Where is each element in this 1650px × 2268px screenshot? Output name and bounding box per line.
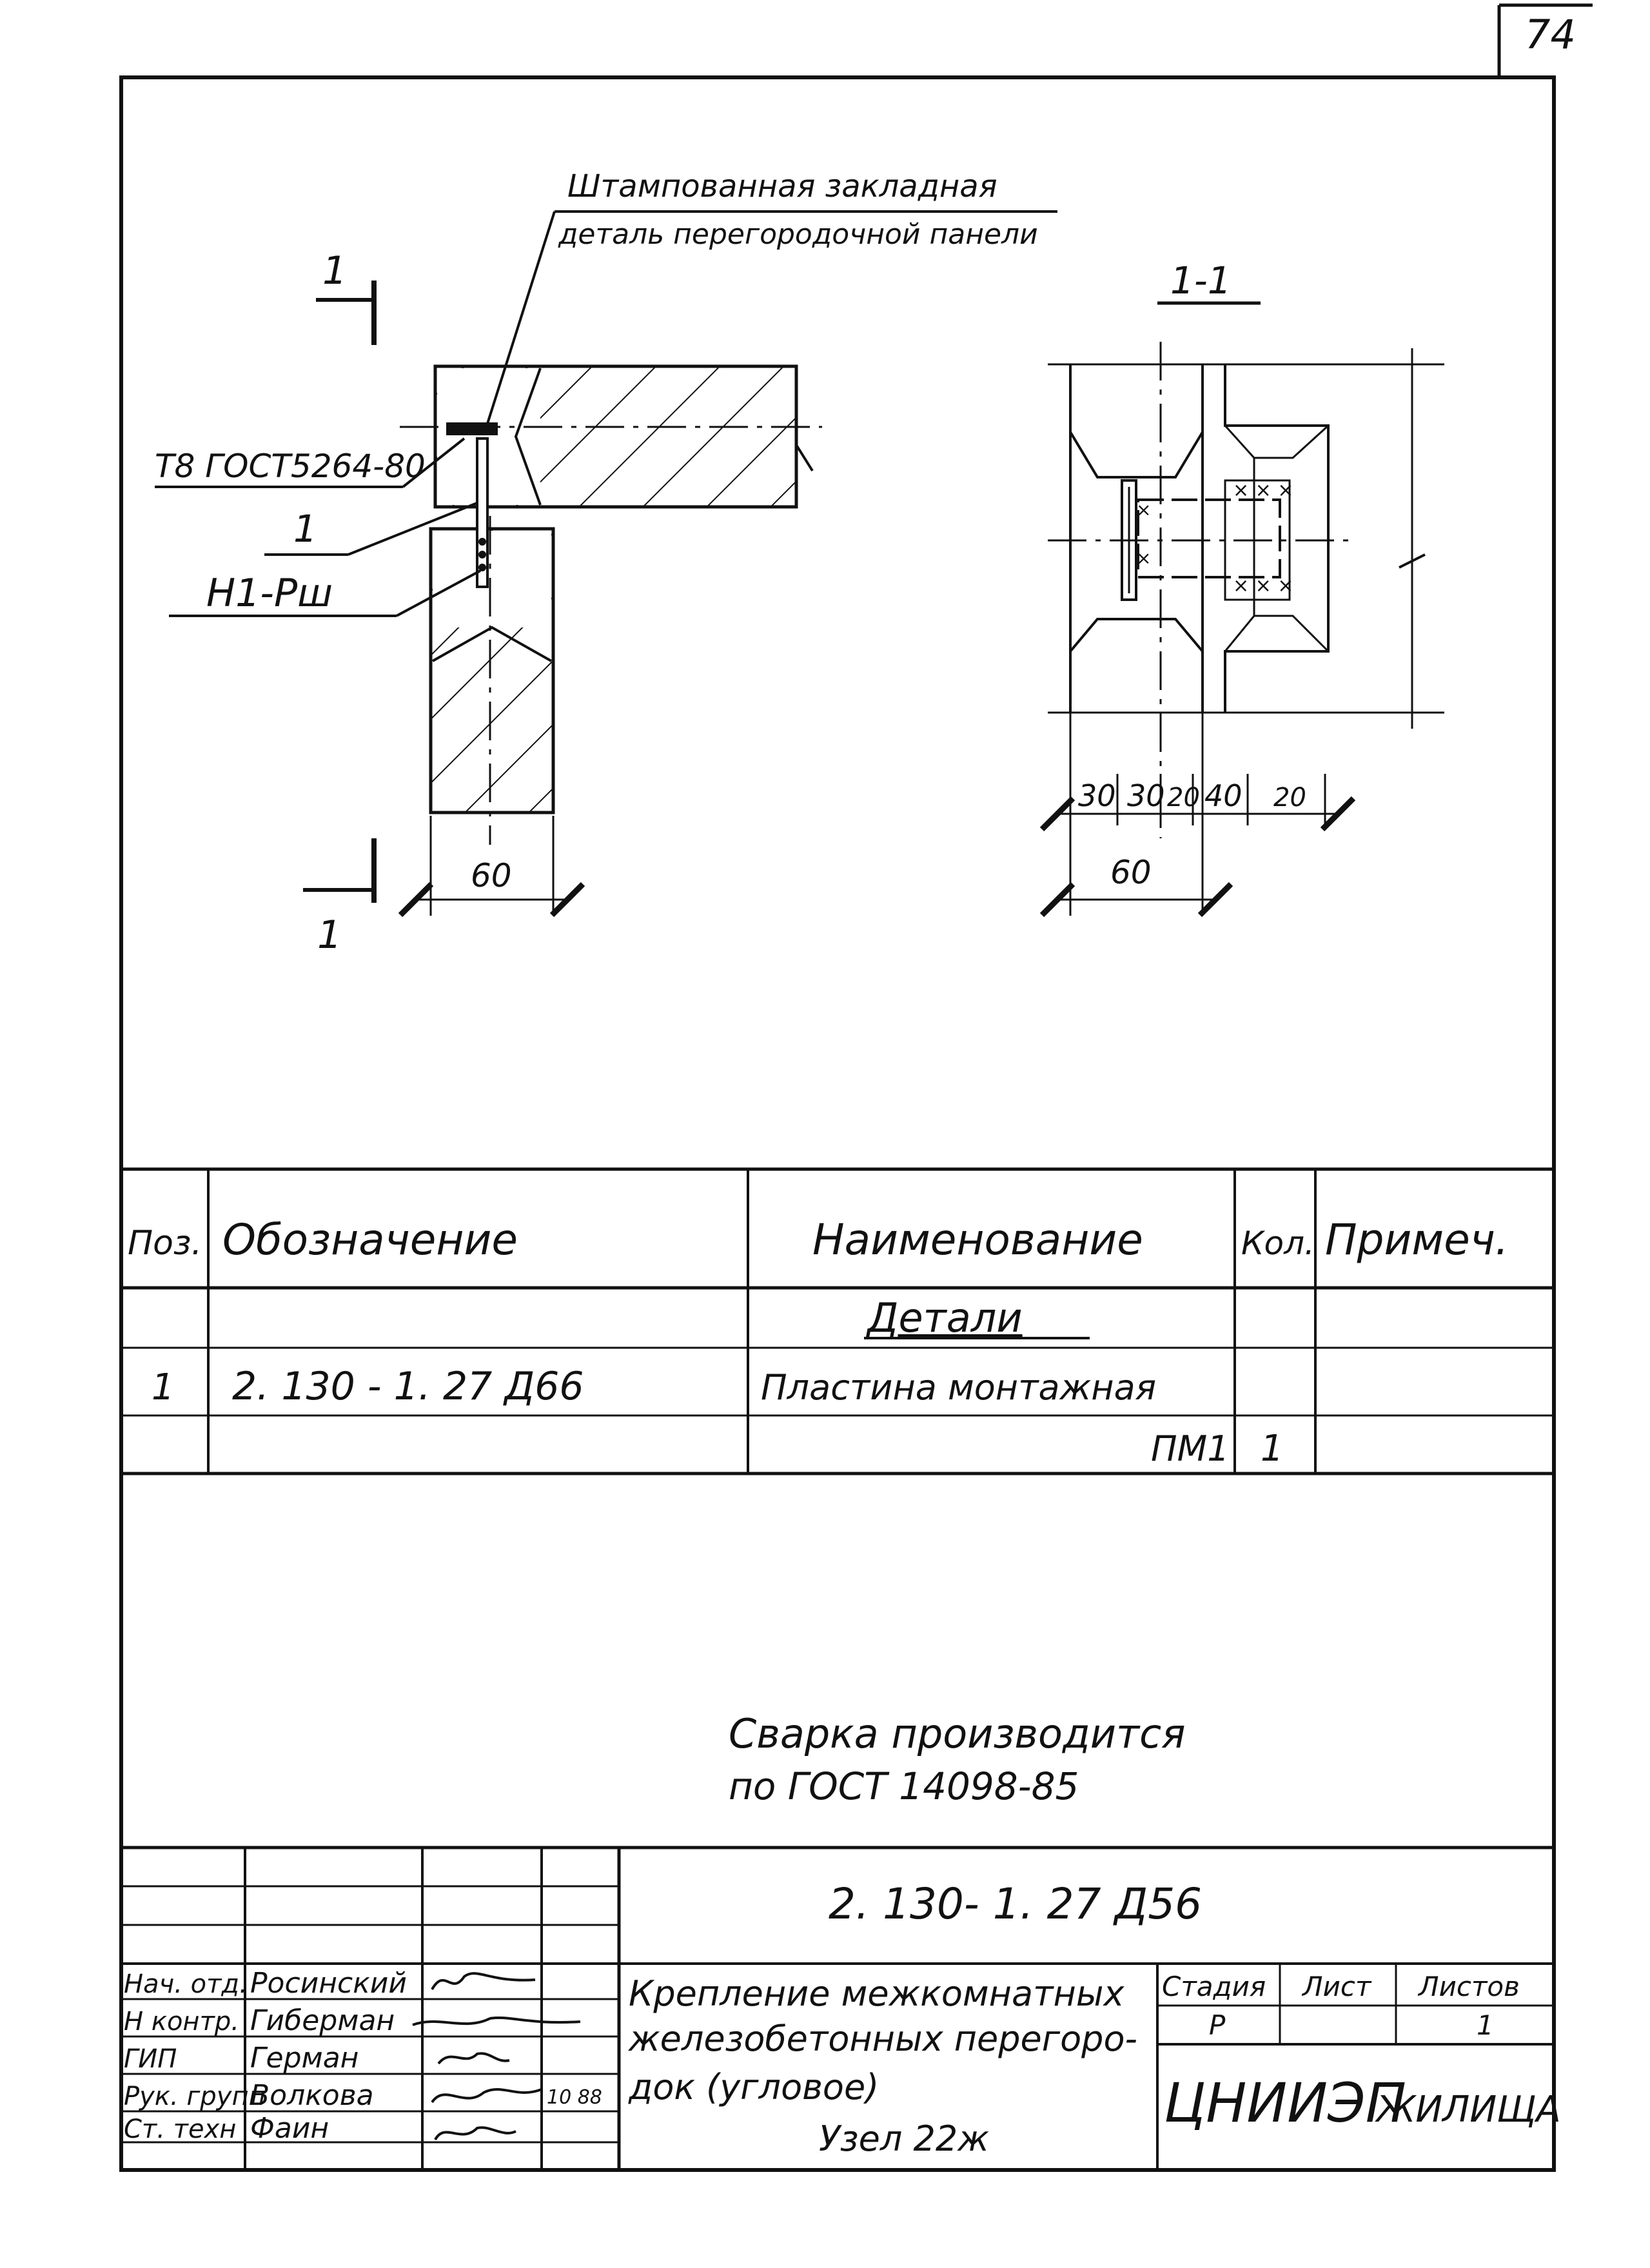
plan-dimension <box>416 816 567 916</box>
table-row: 1 <box>152 1366 175 1408</box>
table-row: 2. 130 - 1. 27 Д66 <box>232 1364 584 1409</box>
section-mark-top <box>316 248 374 345</box>
signatory-role: Рук. групп <box>124 2082 266 2111</box>
signatory-name: Фаин <box>250 2112 329 2145</box>
svg-text:Н1-Рш: Н1-Рш <box>206 571 333 616</box>
document-code: 2. 130- 1. 27 Д56 <box>829 1879 1203 1929</box>
svg-text:20: 20 <box>1167 783 1200 813</box>
svg-text:×: × <box>1136 547 1152 569</box>
signatory-role: ГИП <box>124 2044 177 2074</box>
table-row: 1 <box>1261 1428 1284 1470</box>
stage-label: Стадия <box>1162 1971 1266 2002</box>
svg-text:60: 60 <box>471 857 512 894</box>
callout-weld <box>155 439 464 487</box>
stage-value: Р <box>1209 2009 1226 2041</box>
signatory-role: Нач. отд. <box>124 1969 248 1999</box>
svg-text:× × ×: × × × <box>1233 479 1294 502</box>
plan-view <box>155 168 1057 958</box>
header-note: Примеч. <box>1325 1215 1509 1265</box>
svg-text:60: 60 <box>1110 854 1152 891</box>
svg-text:деталь перегородочной панели: деталь перегородочной панели <box>558 218 1038 251</box>
table-row: Пластина монтажная <box>761 1367 1157 1408</box>
signatory-name: Волкова <box>250 2079 374 2112</box>
title-line: железобетонных перегоро- <box>629 2018 1137 2059</box>
signatory-name: Герман <box>250 2042 359 2075</box>
sheets-label: Листов <box>1419 1971 1520 2002</box>
signatory-name: Росинский <box>250 1967 407 2000</box>
section-embedded-part <box>1138 500 1280 577</box>
section-1-1 <box>1048 259 1444 916</box>
title-line: Узел 22ж <box>819 2118 989 2159</box>
title-line: Крепление межкомнатных <box>629 1973 1125 2014</box>
signatory-name: Гиберман <box>250 2004 395 2037</box>
svg-text:× × ×: × × × <box>1233 575 1294 597</box>
svg-text:Т8 ГОСТ5264-80: Т8 ГОСТ5264-80 <box>155 448 426 485</box>
svg-text:Сварка производится: Сварка производится <box>729 1710 1186 1757</box>
sheet-number-box <box>1499 5 1593 76</box>
svg-text:1: 1 <box>322 248 348 293</box>
svg-text:по ГОСТ 14098-85: по ГОСТ 14098-85 <box>729 1764 1079 1808</box>
svg-text:40: 40 <box>1204 778 1242 813</box>
svg-text:1: 1 <box>293 507 317 551</box>
header-qty: Кол. <box>1241 1225 1315 1262</box>
organization-suffix: ЖИЛИЩА <box>1377 2089 1561 2131</box>
title-block <box>121 1848 1561 2170</box>
svg-text:20: 20 <box>1273 783 1306 813</box>
signatory-role: Н контр. <box>124 2007 239 2036</box>
svg-text:30: 30 <box>1078 778 1116 813</box>
svg-text:Штампованная закладная: Штампованная закладная <box>567 168 997 204</box>
header-designation: Обозначение <box>222 1215 518 1265</box>
organization: ЦНИИЭП <box>1164 2071 1406 2135</box>
title-line: док (угловое) <box>629 2067 879 2107</box>
section-dimensions <box>1057 713 1338 916</box>
welding-note <box>729 1710 1186 1808</box>
embedded-part <box>446 422 498 435</box>
group-title: Детали <box>867 1294 1023 1341</box>
date: 10 88 <box>547 2086 602 2109</box>
sheets-value: 1 <box>1477 2009 1494 2041</box>
spec-table <box>121 1169 1554 1474</box>
svg-text:×: × <box>1136 499 1152 520</box>
sheet-label: Лист <box>1302 1971 1371 2002</box>
svg-text:30: 30 <box>1127 778 1165 813</box>
sheet-number: 74 <box>1525 11 1576 58</box>
header-name: Наименование <box>812 1215 1143 1265</box>
drawing-frame <box>121 77 1554 2170</box>
table-row: ПМ1 <box>1151 1428 1230 1469</box>
section-title: 1-1 <box>1170 259 1232 302</box>
header-pos: Поз. <box>128 1224 202 1263</box>
signatory-role: Ст. техн <box>124 2115 237 2144</box>
svg-text:1: 1 <box>317 912 342 958</box>
section-mark-bottom <box>303 838 374 958</box>
